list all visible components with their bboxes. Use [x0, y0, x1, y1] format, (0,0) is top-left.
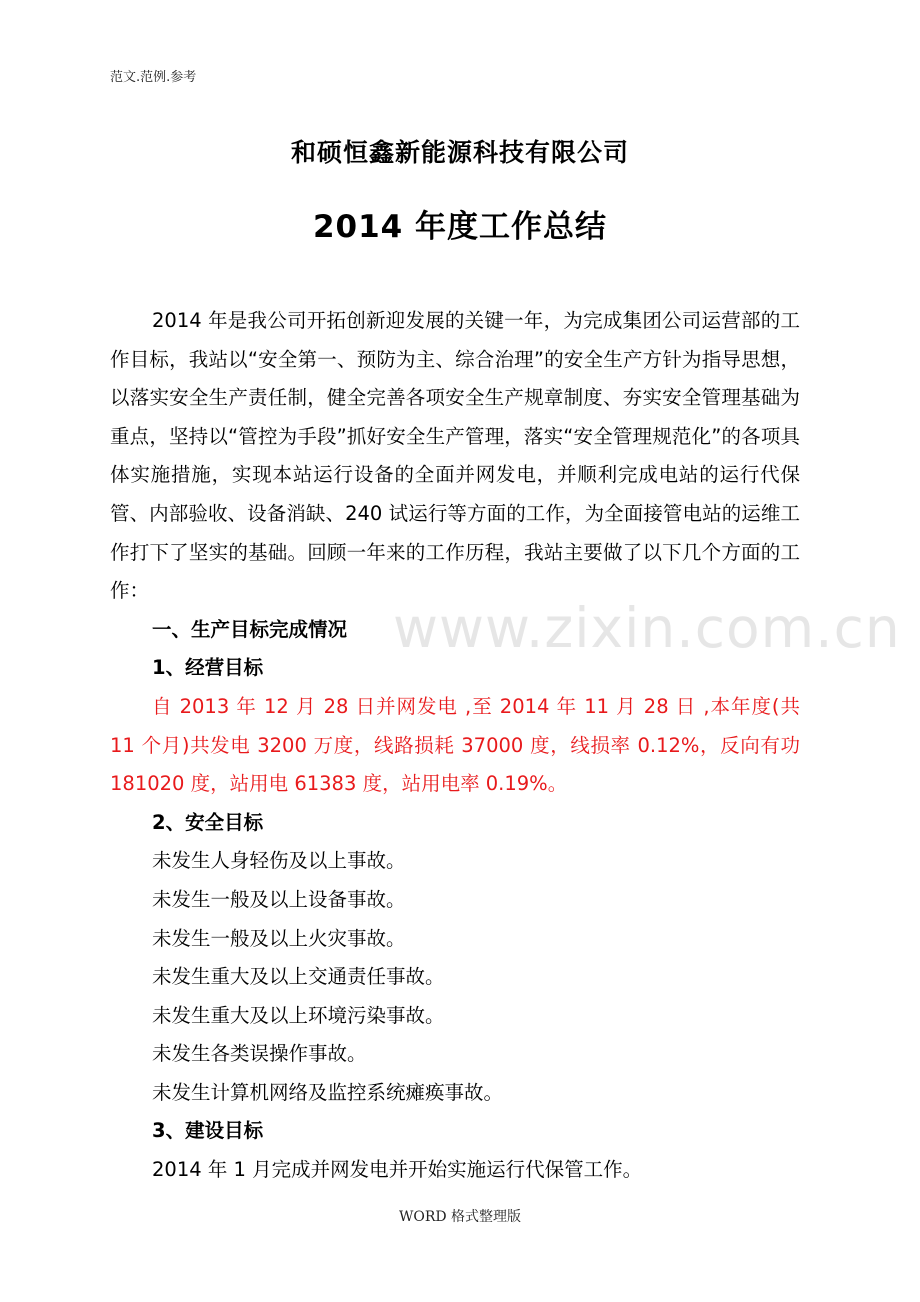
safety-item: 未发生重大及以上交通责任事故。 [152, 965, 445, 989]
construction-item: 2014 年 1 月完成并网发电并开始实施运行代保管工作。 [152, 1158, 643, 1182]
sub1-heading: 1、经营目标 [152, 656, 264, 680]
sub2-heading: 2、安全目标 [152, 810, 264, 834]
sub3-heading: 3、建设目标 [152, 1119, 264, 1143]
company-name: 和硕恒鑫新能源科技有限公司 [290, 138, 629, 167]
watermark: www.zixin.com.cn [393, 596, 901, 660]
document-body [110, 302, 800, 1190]
safety-item: 未发生重大及以上环境污染事故。 [152, 1003, 445, 1027]
section1-heading: 一、生产目标完成情况 [152, 617, 348, 641]
document-title: 2014 年度工作总结 [312, 209, 608, 245]
header-note: 范文.范例.参考 [110, 70, 197, 85]
safety-item: 未发生一般及以上设备事故。 [152, 887, 406, 911]
safety-item: 未发生计算机网络及监控系统瘫痪事故。 [152, 1080, 504, 1104]
safety-item: 未发生一般及以上火灾事故。 [152, 926, 406, 950]
safety-item: 未发生各类误操作事故。 [152, 1042, 367, 1066]
operating-result: 自 2013 年 12 月 28 日并网发电 ,至 2014 年 11 月 28 日 ,本年度(共 11 个月)共发电 3200 万度，线路损耗 37000 度，线损率 0.12%，反向有功 181020 度，站用电 61383 度，站用电率 0.19%。 [110, 694, 800, 796]
safety-item: 未发生人身轻伤及以上事故。 [152, 849, 406, 873]
footer-note: WORD 格式整理版 [398, 1209, 522, 1225]
intro-paragraph: 2014 年是我公司开拓创新迎发展的关键一年，为完成集团公司运营部的工作目标，我站以“安全第一、预防为主、综合治理”的安全生产方针为指导思想，以落实安全生产责任制，健全完善各项安全生产规章制度、夯实安全管理基础为重点，坚持以“管控为手段”抓好安全生产管理，落实“安全管理规范化”的各项具体实施措施，实现本站运行设备的全面并网发电，并顺利完成电站的运行代保管、内部验收、设备消缺、240 试运行等方面的工作，为全面接管电站的运维工作打下了坚实的基础。回顾一年来的工作历程，我站主要做了以下几个方面的工作： [110, 309, 800, 603]
